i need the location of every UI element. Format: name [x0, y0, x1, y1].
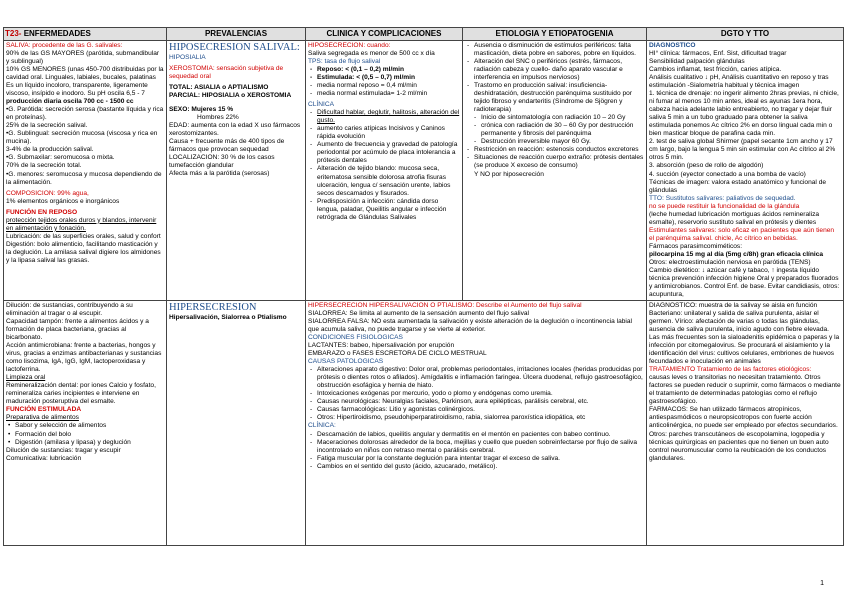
row-hiposecrecion	[4, 41, 844, 301]
cell-hiposecrecion-clinica: HIPOSECRECION: cuando: Saliva segregada es menor de 500 cc x día TPS: tasa de flujo salival - Reposo: < (0,1 – 0,2) ml/min - Estimulada: < (0,5 – 0,7) ml/min - media normal reposo = 0,4 ml/min - media normal estimulada= 1-2 ml/min CLÍNICA - Dificultad hablar, deglutir, halitosis, alteración del gusto. - aumento caries atípicas Incisivos y Caninos rápida evolución - Aumento de frecuencia y gravedad de patología periodontal por acúmulo de placa intolerancia a prótesis dentales - Alteración de tejido blando: mucosa seca, eritematosa sensible dolorosa atrofia fisuras ulceración, lengua c/ sensación urente, labios secos descamados y fisurados. - Predisposición a infección: cándida dorso lengua, paladar, Queilitis angular e infección retrógrada de Glándulas Salivales	[306, 41, 463, 301]
header-clinica: CLINICA Y COMPLICACIONES	[306, 28, 463, 41]
cell-saliva-funciones: Dilución: de sustancias, contribuyendo a su eliminación al tragar o al escupir. Capacidad tampón: frente a alimentos ácidos y a formación de placa bacteriana, gracias al bicarbonato. Acción antimicrobiana: frente a bacterias, hongos y virus, gracias a enzimas antibacterianas y sustancias como lisozima, IgA, IgG, IgM, lactoperoxidasa y lactoferrina. Limpieza oral Remineralización dental: por iones Calcio y fosfato, remineraliza caries incipientes e interviene en maduración posteruptiva del esmalte. FUNCIÓN ESTIMULADA Preparativa de alimentos • Sabor y selección de alimentos • Formación del bolo • Digestión (amilasa y lipasa) y deglución Dilución de sustancias: tragar y escupir Comunicativa: lubricación	[4, 301, 167, 546]
cell-hiposecrecion-etiologia: - Ausencia o disminución de estímulos periféricos: falta masticación, dieta pobre en sabores, pobre en líquidos. - Alteración del SNC o periféricos (estrés, fármacos, radiación cabeza y cuello- daño aparato vascular e interferencia en impulsos nerviosos) - Trastorno en producción salival: insuficiencia-deshidratación, destrucción parénquima sustituido por tejido fibroso y endarteritis (Síndrome de Sjögren y radioterapia) - Inicio de sintomatología con radiación 10 – 20 Gy - crónica con radiación de 30 – 60 Gy por destrucción permanente y fibrosis del parénquima - Destrucción irreversible mayor 60 Gy. - Restricción en reacción: estenosis conductos excretores - Situaciones de reacción cuerpo extraño: prótesis dentales (se produce X exceso de consumo) Y NO por hiposecreción	[463, 41, 647, 301]
cell-hiposecrecion-prevalencia: HIPOSECRESION SALIVAL: HIPOSIALIA XEROSTOMIA: sensación subjetiva de sequedad oral TOTAL: ASIALIA o APTIALISMO PARCIAL: HIPOSIALIA o XEROSTOMIA SEXO: Mujeres 15 % Hombres 22% EDAD: aumenta con la edad X uso fármacos xerostomizantes. Causa + frecuente más de 400 tipos de fármacos que provocan sequedad LOCALIZACION: 30 % de los casos tumefacción glandular Afecta más a la parótida (serosas)	[167, 41, 306, 301]
header-enfermedades: T23- ENFERMEDADES	[4, 28, 167, 41]
cell-hipersecrecion-clinica: HIPERSECRECION HIPERSALIVACION O PTIALISMO: Describe el Aumento del flujo salival SIALORREA: Se limita al aumento de la sensación aumento del flujo salival SIALORREA FALSA: NO esta aumentada la salivación y existe alteración de la deglución o incontinencia labial que acumula saliva, no puede tragarse y se vierte al exterior. CONDICIONES FISIOLOGICAS LACTANTES: babeo, hipersalivación por erupción EMBARAZO o FASES ESCRETORA DE CICLO MESTRUAL CAUSAS PATOLOGICAS - Alteraciones aparato digestivo: Dolor oral, problemas periodontales, irritaciones locales (heridas producidas por prótesis o dientes rotos o afilados). Amígdalitis e inflamación faringea. Úlcera duodenal, reflujo gastroesofágico, obstrucción esofágica y hernia de hiato. - Intoxicaciones exógenas por mercurio, yodo o plomo y endógenas como uremia. - Causas neurológicas: Neuralgias faciales, Parkinson, aura epilépticas, parálisis cerebral, etc. - Causas farmacológicas: Litio y agonistas colinérgicos. - Otros: Hipertiroidismo, pseudohiperparatiroidismo, rabia, sialorrea paroxística idiopática, etc CLÍNICA: - Descamación de labios, queilitis angular y dermatitis en el mentón en pacientes con babeo continuo. - Maceraciones dolorosas alrededor de la boca, mejillas y cuello que pueden sobreinfectarse por flujo de saliva incontrolado en niños con retraso mental o parálisis cerebral. - Fatiga muscular por la constante deglución para intentar tragar el exceso de saliva. - Cambios en el sentido del gusto (ácido, azucarado, metálico).	[306, 301, 647, 546]
header-prevalencias: PREVALENCIAS	[167, 28, 306, 41]
table-header-row	[4, 28, 844, 41]
cell-hipersecrecion-dgto: DIAGNOSTICO: muestra de la salivay se aisla en función Bacteriano: unilateral y salida de saliva purulenta, aislar el germen. Vírico: afectación de varias o todas las glándulas, ausencia de saliva purulenta, inicio agudo con fiebre elevada. Las más frecuentes son la sialoadenitis epidémica o paperas y la infección por citomegalovirus. Se procurará el aislamiento y la identificación del virus: cultivos celulares, embriones de huevos fecundados e inoculación en animales TRATAMIENTO Tratamiento de las factores etiológicos: causas leves o transitorias no necesitan tratamiento. Otros factores se pueden reducir o suprimir, como fármacos o mediante el tratamiento de determinadas patologías como el reflujo gastroesofágico. FARMACOS: Se han utilizado fármacos atropínicos, antiespasmódicos o neuropsicotropos con fuerte acción anticolinérgica, no puede ser empleado por efectos secundarios. Otros: parches transcutáneos de escopolamina, logopedia y técnicas quirúrgicas en pacientes que no tienen un buen auto control neuromuscular como la reubicación de los conductos glandulares.	[647, 301, 844, 546]
row-hipersecrecion	[4, 301, 844, 546]
cell-hiposecrecion-dgto: DIAGNOSTICO HI° clínica: fármacos, Enf. Sist, dificultad tragar Sensibilidad palpación glándulas Cambios inflamat, test fricción, caries atípica. Análisis cualitativo ↓ pH, Análisis cuantitativo en reposo y tras estimulación -Sialometría habitual y técnica imagen 1. técnica de drenaje: no ingerir alimento 2hras previas, ni chicle, ni fumar al menos 10 min antes, ideal es ayunas 1era hora, cabeza hacia adelante labio entreabierto, no tragar y dejar fluir saliva 5 min a un tubo graduado para obtener la saliva estimulada ponemos Ac cítrico 2% en dorso lingual cada min o bien masticar bloque de parafina cada min. 2. test de saliva global Shirmer (papel secante 1cm ancho y 17 cm largo, bajo la lengua 5 min sin estimular con Ac cítrico al 2% otros 5 min. 3. absorción (peso de rollo de algodón) 4. succión (eyector conectado a una bomba de vacío) Técnicas de imagen: valora estado anatómico y funcional de glándulas TTO: Sustitutos salivares: paliativos de sequedad. no se puede restituir la funcionalidad de la glándula (leche humedad lubricación mortiguas ácidos remineraliza esmalte), reservorio sustituto salival en prótesis y dientes Estimulantes salivares: solo eficaz en pacientes que aún tienen el parénquima salival. chicle, Ac cítrico en bebidas. Fármacos parasimcomiméticos: pilocarpina 15 mg al día (5mg c/8h) gran eficacia clínica Otros: electroestimulación nerviosa en parótida (TENS) Cambio dietético: ↓ azúcar café y tabaco, ↑ ingesta líquido técnica prevención infección higiene Oral y preparados fluorados y antimicrobianos. Control Enf. de base. Evitar candidiasis, otros: acupuntura,	[647, 41, 844, 301]
disease-table	[3, 27, 844, 546]
header-etiologia: ETIOLOGIA Y ETIOPATOGENIA	[463, 28, 647, 41]
cell-hipersecrecion-prevalencia: HIPERSECRESION Hipersalivación, Sialorrea o Ptialismo	[167, 301, 306, 546]
page-number: 1	[820, 580, 824, 587]
header-dgto: DGTO Y TTO	[647, 28, 844, 41]
cell-saliva-info: SALIVA: procedente de las G. salivales: 90% de las GS MAYORES (parótida, submandibular y sublingual) 10% GS MENORES (unas 450-700 distribuidas por la cavidad oral. Linguales, labiales, bucales, palatinas Es un líquido incoloro, transparente, ligeramente viscoso, insípido e inodoro. Su pH oscila 6,5 - 7 producción diaria oscila 700 cc - 1500 cc •G. Parótida: secreción serosa (bastante líquida y rica en proteínas). 25% de la secreción salival. •G. Sublingual: secreción mucosa (viscosa y rica en mucina). 3-4% de la producción salival. •G. Submaxilar: seromucosa o mixta. 70% de la secreción total. •G. menores: seromucosa y mucosa dependiendo de la alimentación. COMPOSICION: 99% agua, 1% elementos orgánicos e inorgánicos FUNCIÓN EN REPOSO protección tejidos orales duros y blandos, intervenir en alimentación y fonación. Lubricación: de las superficies orales, salud y confort Digestión: bolo alimenticio, facilitando masticación y la deglución. La amilasa salival digiere los almidones y la lipasa salival las grasas.	[4, 41, 167, 301]
